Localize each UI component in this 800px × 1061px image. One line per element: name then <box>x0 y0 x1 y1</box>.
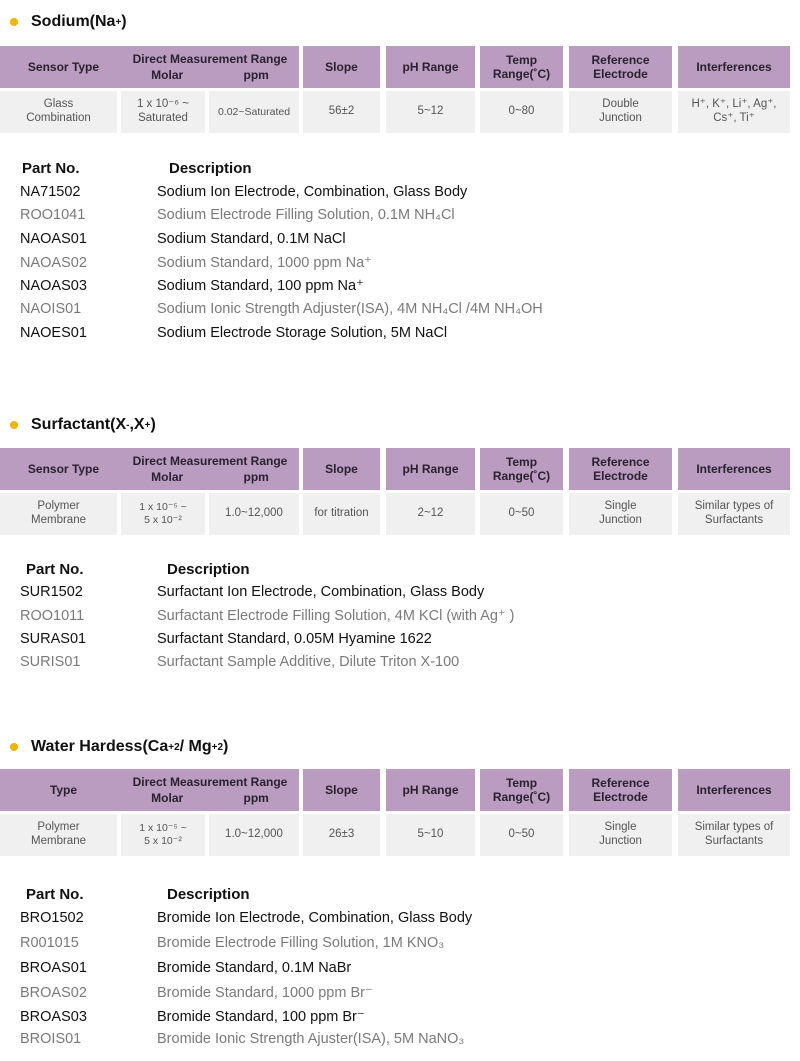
part-description: Sodium Electrode Filling Solution, 0.1M NH₄Cl <box>157 207 455 223</box>
col-reference: Reference Electrode <box>569 769 672 811</box>
part-description: Sodium Standard, 1000 ppm Na⁺ <box>157 255 372 271</box>
title-sup: +2 <box>168 741 180 753</box>
cell-slope: for titration <box>303 493 380 535</box>
col-temp-range: Temp Range(˚C) <box>480 769 563 811</box>
part-number: NAOAS01 <box>20 231 87 247</box>
cell-molar: 1 x 10⁻⁵ ~ 5 x 10⁻² <box>121 814 205 856</box>
col-type: Type <box>0 769 127 811</box>
col-ppm: ppm <box>243 470 269 484</box>
part-number: BROAS03 <box>20 1009 87 1025</box>
col-reference: Reference Electrode <box>569 46 672 88</box>
part-description: Bromide Electrode Filling Solution, 1M KNO₃ <box>157 935 445 951</box>
cell-reference: Single Junction <box>569 493 672 535</box>
col-slope: Slope <box>303 448 380 490</box>
part-description: Surfactant Ion Electrode, Combination, Glass Body <box>157 584 485 600</box>
part-description: Sodium Ion Electrode, Combination, Glass Body <box>157 184 468 200</box>
bullet-icon <box>10 18 18 26</box>
col-temp-range: Temp Range(˚C) <box>480 448 563 490</box>
part-no-header: Part No. <box>22 160 80 177</box>
list-item <box>0 935 800 957</box>
bullet-icon <box>10 743 18 751</box>
title-mid: ,X <box>129 416 145 433</box>
col-dmr-label: Direct Measurement Range <box>132 453 288 468</box>
part-number: BROIS01 <box>20 1031 82 1047</box>
list-item <box>0 301 800 323</box>
part-number: NA71502 <box>20 184 81 200</box>
part-no-header: Part No. <box>26 561 84 578</box>
title-end: ) <box>121 13 127 30</box>
col-ph-range: pH Range <box>386 769 475 811</box>
cell-molar: 1 x 10⁻⁶ ~ Saturated <box>121 91 205 133</box>
title-sup2: + <box>144 419 151 431</box>
part-number: BRO1502 <box>20 910 84 926</box>
part-number: NAOAS02 <box>20 255 87 271</box>
list-item <box>0 608 800 630</box>
cell-interferences: Similar types of Surfactants <box>678 814 790 856</box>
col-interferences: Interferences <box>678 769 790 811</box>
title-sup2: +2 <box>211 741 224 753</box>
list-item <box>0 255 800 277</box>
col-sensor-type: Sensor Type <box>0 448 127 490</box>
part-description: Sodium Standard, 100 ppm Na⁺ <box>157 278 364 294</box>
bullet-icon <box>10 421 18 429</box>
cell-temp: 0~50 <box>480 493 563 535</box>
col-ph-range: pH Range <box>386 448 475 490</box>
col-ppm: ppm <box>243 68 269 82</box>
cell-slope: 26±3 <box>303 814 380 856</box>
part-description: Sodium Standard, 0.1M NaCl <box>157 231 346 247</box>
list-item <box>0 207 800 229</box>
col-molar: Molar <box>151 470 184 484</box>
list-item <box>0 985 800 1007</box>
col-dmr-label: Direct Measurement Range <box>132 51 288 66</box>
description-header: Description <box>167 561 250 578</box>
col-interferences: Interferences <box>678 448 790 490</box>
col-temp-range: Temp Range(˚C) <box>480 46 563 88</box>
col-ppm: ppm <box>243 791 269 805</box>
col-direct-range <box>121 769 299 811</box>
section-title <box>10 735 228 759</box>
title-text: Sodium(Na <box>31 13 116 30</box>
title-text: Surfactant(X <box>31 416 127 433</box>
col-direct-range <box>121 448 299 490</box>
col-ph-range: pH Range <box>386 46 475 88</box>
col-slope: Slope <box>303 46 380 88</box>
cell-temp: 0~80 <box>480 91 563 133</box>
part-description: Sodium Ionic Strength Adjuster(ISA), 4M NH₄Cl /4M NH₄OH <box>157 301 543 317</box>
cell-type: Polymer Membrane <box>0 814 117 856</box>
cell-ppm: 1.0~12,000 <box>209 814 299 856</box>
part-description: Bromide Standard, 1000 ppm Br⁻ <box>157 985 373 1001</box>
title-sup: + <box>115 16 122 28</box>
title-end: ) <box>150 416 156 433</box>
list-item <box>0 325 800 347</box>
col-slope: Slope <box>303 769 380 811</box>
title-text: Water Hardess(Ca <box>31 738 169 755</box>
part-description: Bromide Ion Electrode, Combination, Glass Body <box>157 910 473 926</box>
part-number: SUR1502 <box>20 584 83 600</box>
list-item <box>0 631 800 653</box>
cell-interferences: Similar types of Surfactants <box>678 493 790 535</box>
col-reference: Reference Electrode <box>569 448 672 490</box>
list-item <box>0 1009 800 1031</box>
part-number: ROO1041 <box>20 207 86 223</box>
list-item <box>0 278 800 300</box>
col-direct-range <box>121 46 299 88</box>
col-sensor-type: Sensor Type <box>0 46 127 88</box>
part-number: SURAS01 <box>20 631 87 647</box>
cell-ppm: 0.02~Saturated <box>209 91 299 133</box>
list-item <box>0 231 800 253</box>
cell-ph: 2~12 <box>386 493 475 535</box>
col-interferences: Interferences <box>678 46 790 88</box>
title-mid: / Mg <box>179 738 212 755</box>
cell-ph: 5~12 <box>386 91 475 133</box>
cell-molar: 1 x 10⁻⁵ ~ 5 x 10⁻² <box>121 493 205 535</box>
part-description: Surfactant Standard, 0.05M Hyamine 1622 <box>157 631 432 647</box>
cell-reference: Single Junction <box>569 814 672 856</box>
title-end: ) <box>223 738 229 755</box>
part-number: NAOAS03 <box>20 278 87 294</box>
col-dmr-label: Direct Measurement Range <box>132 774 288 789</box>
title-sup: - <box>126 419 130 431</box>
description-header: Description <box>167 886 250 903</box>
section-title <box>10 413 156 437</box>
part-number: NAOIS01 <box>20 301 82 317</box>
part-no-header: Part No. <box>26 886 84 903</box>
part-description: Sodium Electrode Storage Solution, 5M NaCl <box>157 325 448 341</box>
part-description: Bromide Ionic Strength Ajuster(ISA), 5M NaNO₃ <box>157 1031 465 1047</box>
part-number: NAOES01 <box>20 325 87 341</box>
cell-reference: Double Junction <box>569 91 672 133</box>
list-item <box>0 1031 800 1053</box>
part-number: SURIS01 <box>20 654 81 670</box>
description-header: Description <box>169 160 252 177</box>
part-number: BROAS02 <box>20 985 87 1001</box>
cell-type: Polymer Membrane <box>0 493 117 535</box>
col-molar: Molar <box>151 68 184 82</box>
list-item <box>0 584 800 606</box>
section-title <box>10 10 127 34</box>
list-item <box>0 910 800 932</box>
part-description: Surfactant Sample Additive, Dilute Triton X-100 <box>157 654 460 670</box>
part-number: ROO1011 <box>20 608 85 624</box>
cell-ppm: 1.0~12,000 <box>209 493 299 535</box>
cell-slope: 56±2 <box>303 91 380 133</box>
cell-type: Glass Combination <box>0 91 117 133</box>
part-number: R001015 <box>20 935 79 951</box>
cell-temp: 0~50 <box>480 814 563 856</box>
part-number: BROAS01 <box>20 960 87 976</box>
list-item <box>0 184 800 206</box>
part-description: Surfactant Electrode Filling Solution, 4M KCl (with Ag⁺ ) <box>157 608 515 624</box>
cell-interferences: H⁺, K⁺, Li⁺, Ag⁺, Cs⁺, Ti⁺ <box>678 91 790 133</box>
cell-ph: 5~10 <box>386 814 475 856</box>
list-item <box>0 960 800 982</box>
list-item <box>0 654 800 676</box>
part-description: Bromide Standard, 0.1M NaBr <box>157 960 352 976</box>
col-molar: Molar <box>151 791 184 805</box>
part-description: Bromide Standard, 100 ppm Br⁻ <box>157 1009 365 1025</box>
